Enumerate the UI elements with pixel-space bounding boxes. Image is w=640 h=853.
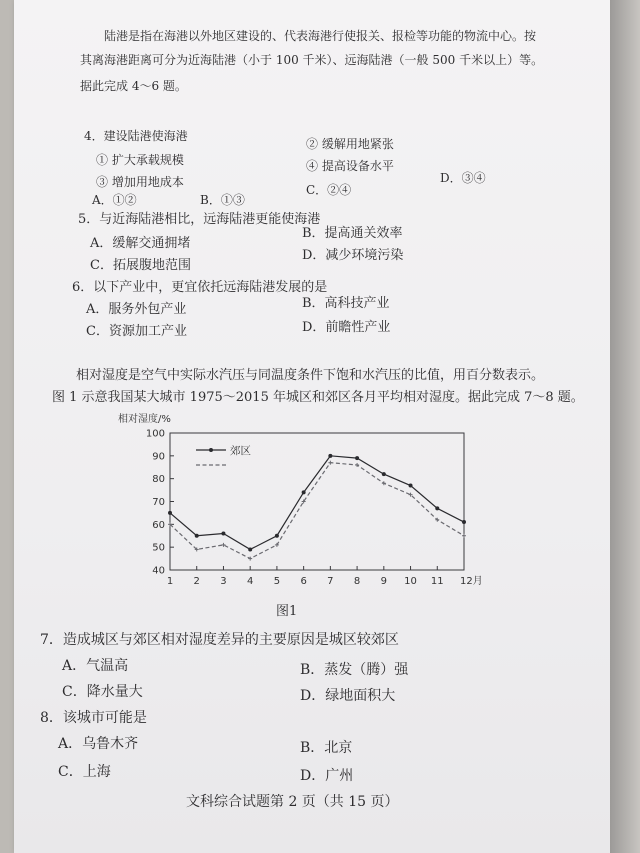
q7-option-b: B．蒸发（腾）强 [300, 662, 409, 678]
x-tick-label: 10 [404, 576, 417, 587]
q7-option-a: A．气温高 [62, 658, 129, 674]
q6-option-c: C．资源加工产业 [86, 324, 187, 339]
passage2-line2: 图 1 示意我国某大城市 1975～2015 年城区和郊区各月平均相对湿度。据此完成 7～8 题。 [52, 390, 584, 405]
data-point-urban [382, 481, 386, 485]
page-footer: 文科综合试题第 2 页（共 15 页） [186, 794, 399, 810]
q5-option-b: B．提高通关效率 [302, 226, 403, 241]
y-tick-label: 60 [152, 519, 165, 531]
x-tick-label: 6 [300, 576, 307, 587]
x-tick-label: 7 [327, 576, 334, 587]
q4-option-b: B．①③ [200, 193, 245, 207]
passage1-line2: 其离海港距离可分为近海陆港（小于 100 千米）、远海陆港（一般 500 千米以上）等。 [80, 53, 544, 67]
humidity-line-chart [100, 406, 500, 606]
page-edge [610, 0, 640, 853]
figure-caption: 图1 [276, 604, 298, 619]
q6-option-a: A．服务外包产业 [86, 302, 187, 317]
q6-option-b: B．高科技产业 [302, 296, 390, 311]
q8-option-c: C．上海 [58, 764, 111, 780]
y-tick-label: 50 [152, 542, 165, 554]
y-tick-label: 70 [152, 497, 165, 508]
q6-option-d: D．前瞻性产业 [302, 320, 391, 335]
x-tick-label: 5 [273, 576, 281, 587]
plot-frame [170, 433, 464, 570]
q4-statement-4: ④ 提高设备水平 [306, 159, 394, 173]
data-point-suburb [435, 506, 439, 510]
passage1-line1: 陆港是指在海港以外地区建设的、代表海港行使报关、报检等功能的物流中心。按 [104, 29, 537, 43]
q4-statement-3: ③ 增加用地成本 [96, 175, 184, 189]
x-tick-label: 11 [430, 576, 444, 587]
data-point-suburb [462, 520, 466, 524]
q8-option-a: A．乌鲁木齐 [58, 736, 139, 752]
passage2-line1: 相对湿度是空气中实际水汽压与同温度条件下饱和水汽压的比值，用百分数表示。 [76, 368, 545, 383]
q5-option-d: D．减少环境污染 [302, 248, 404, 263]
data-point-suburb [168, 511, 172, 515]
data-point-suburb [382, 472, 386, 476]
q5-stem: 5．与近海陆港相比，远海陆港更能使海港 [78, 212, 321, 227]
data-point-urban [462, 534, 466, 538]
y-tick-label: 40 [152, 565, 165, 577]
data-point-suburb [328, 454, 332, 458]
q4-stem: 4．建设陆港使海港 [84, 129, 188, 143]
q4-statement-2: ② 缓解用地紧张 [306, 137, 394, 151]
x-tick-label: 12月 [460, 576, 483, 587]
x-tick-label: 9 [380, 576, 388, 587]
passage1-line3: 据此完成 4～6 题。 [80, 79, 187, 93]
q5-option-a: A．缓解交通拥堵 [90, 236, 191, 251]
y-tick-label: 80 [152, 474, 165, 486]
x-tick-label: 1 [166, 576, 174, 587]
data-point-suburb [195, 534, 199, 538]
data-point-urban [328, 461, 332, 465]
q7-option-c: C．降水量大 [62, 684, 143, 700]
q8-option-b: B．北京 [300, 740, 353, 756]
x-tick-label: 8 [353, 576, 361, 587]
x-tick-label: 3 [220, 576, 227, 587]
data-point-suburb [275, 534, 279, 538]
series-line-urban [170, 463, 464, 559]
q4-statement-1: ① 扩大承载规模 [96, 153, 184, 167]
data-point-suburb [355, 456, 359, 460]
legend-label: 郊区 [230, 445, 251, 457]
q4-option-c: C．②④ [306, 183, 352, 197]
q7-option-d: D．绿地面积大 [300, 688, 396, 704]
q6-stem: 6．以下产业中，更宜依托远海陆港发展的是 [72, 280, 328, 295]
data-point-suburb [409, 484, 413, 488]
data-point-suburb [221, 531, 225, 535]
q4-option-d: D．③④ [440, 171, 486, 185]
x-tick-label: 2 [193, 576, 200, 587]
q8-stem: 8．该城市可能是 [40, 710, 147, 726]
y-tick-label: 100 [145, 428, 165, 440]
q8-option-d: D．广州 [300, 768, 354, 784]
y-axis-label: 相对湿度/% [118, 414, 171, 425]
q5-option-c: C．拓展腹地范围 [90, 258, 191, 273]
x-tick-label: 4 [246, 576, 254, 587]
data-point-suburb [302, 490, 306, 494]
q7-stem: 7．造成城区与郊区相对湿度差异的主要原因是城区较郊区 [40, 632, 399, 648]
data-point-urban [248, 557, 252, 561]
data-point-urban [221, 543, 225, 547]
y-tick-label: 90 [152, 451, 165, 463]
q4-option-a: A．①② [92, 193, 137, 207]
data-point-suburb [248, 547, 252, 551]
